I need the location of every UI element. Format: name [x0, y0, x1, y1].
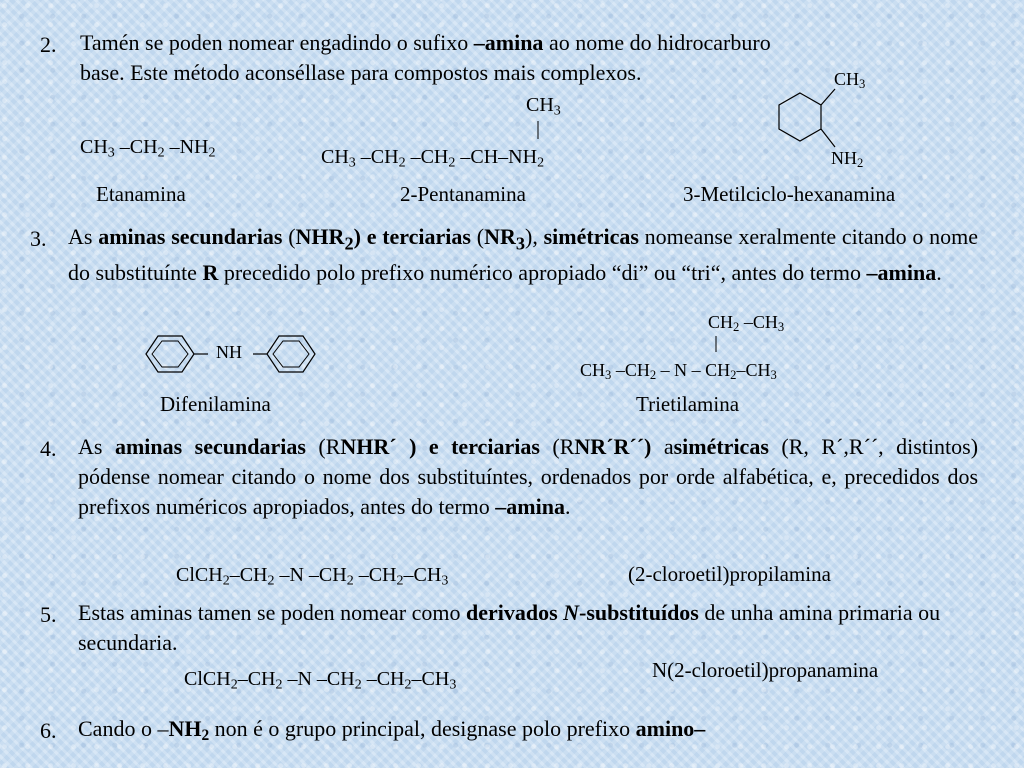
cloro2-formula: $ClCH_2-CH_2$ –N $-CH_2$ $-CH_2-CH_3$ [184, 668, 457, 693]
trietil-name: Trietilamina [636, 392, 740, 416]
cyclohexane-ring [765, 85, 885, 175]
benzene-ring-right [253, 330, 333, 380]
cloro2-name: N(2-cloroetil)propanamina [652, 658, 879, 682]
item-number: 5. [40, 602, 57, 627]
item-number: 2. [40, 32, 57, 57]
item-2-line-2: base. Este método aconséllase para compostos mais complexos. [80, 60, 642, 85]
item-2-line-1: Tamén se poden nomear engadindo o sufixo –amina ao nome do hidrocarburo [80, 30, 771, 55]
trietil-bond [715, 336, 717, 354]
item-5-text: Estas aminas tamen se poden nomear como derivados N-substituídos de unha amina primaria ou secundaria. [78, 600, 941, 655]
benzene-ring-left [138, 330, 218, 380]
cloro1-formula: $ClCH_2-CH_2$ –N $-CH_2$ $-CH_2-CH_3$ [176, 564, 449, 589]
difenil-nh: NH [216, 342, 242, 362]
item-3-text: As aminas secundarias $(NHR_2)$ e terciarias $(NR_3)$, simétricas nomeanse xeralmente citando o nome do substituínte R precedido polo prefixo numérico apropiado “di” ou “tri“, antes do termo –amina. [68, 224, 979, 286]
item-4-text: As aminas secundarias (RNHR´ ) e terciarias (RNR´R´´) asimétricas (R, R´,R´´, distintos) pódense nomear citando o nome dos substituíntes, ordenados por orde alfabética, e, precedidos dos prefixos numéricos apropiados, antes do termo –amina. [78, 434, 979, 519]
ciclo-name: 3-Metilciclo-hexanamina [683, 182, 896, 206]
ciclo-methyl: $CH_3$ [834, 69, 866, 92]
cloro1-name: (2-cloroetil)propilamina [628, 562, 831, 586]
item-6-text: Cando o $-NH_2$ non é o grupo principal, designase polo prefixo amino– [78, 716, 706, 744]
pentanamina-formula: $CH_3$ $-CH_2$ $-CH_2$ $-CH-NH_2$ [321, 146, 545, 171]
etanamina-formula: $CH_3$ $-CH_2$ $-NH_2$ [80, 136, 216, 161]
pentanamina-name: 2-Pentanamina [400, 182, 526, 206]
ciclo-amino: $NH_2$ [831, 148, 864, 171]
trietil-formula: $CH_3$ $-CH_2$ – N – $CH_2-CH_3$ [580, 360, 777, 383]
item-number: 4. [40, 436, 57, 461]
item-number: 3. [30, 226, 47, 251]
trietil-top: $CH_2$ $-CH_3$ [708, 312, 785, 335]
pentanamina-bond [537, 121, 539, 141]
item-number: 6. [40, 718, 57, 743]
pentanamina-methyl: $CH_3$ [526, 94, 561, 119]
difenil-name: Difenilamina [160, 392, 271, 416]
etanamina-name: Etanamina [96, 182, 186, 206]
